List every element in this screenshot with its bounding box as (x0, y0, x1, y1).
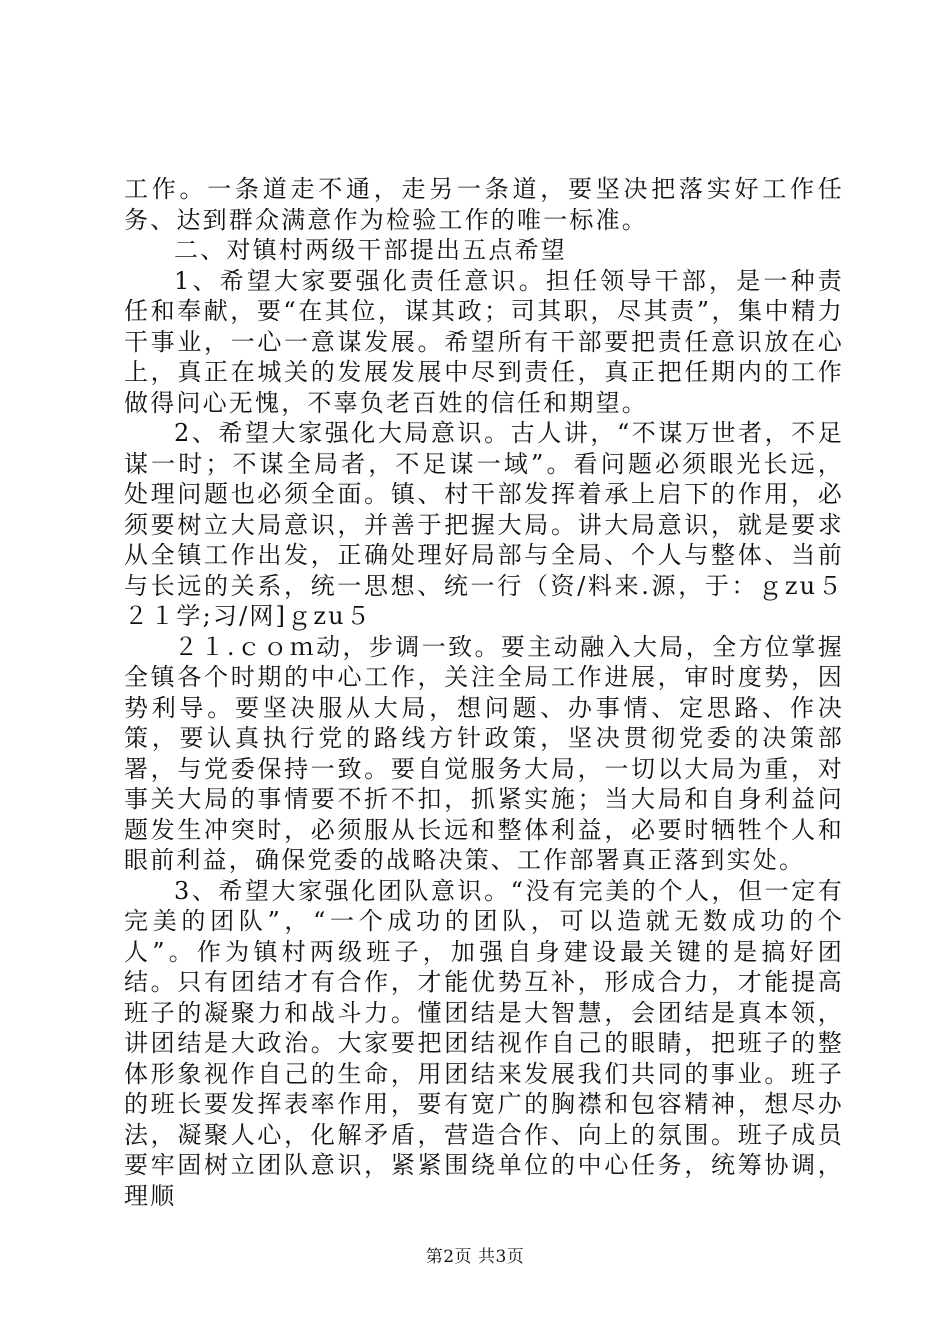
paragraph-continuation: 工作。一条道走不通，走另一条道，要坚决把落实好工作任务、达到群众满意作为检验工作的唯一标准。 (124, 175, 844, 234)
paragraph-responsibility: 1、希望大家要强化责任意识。担任领导干部，是一种责任和奉献，要“在其位，谋其政；司其职，尽其责”，集中精力干事业，一心一意谋发展。希望所有干部要把责任意识放在心上，真正在城关的发展发展中尽到责任，真正把任期内的工作做得问心无愧，不辜负老百姓的信任和期望。 (124, 266, 844, 417)
paragraph-overall-situation: 2、希望大家强化大局意识。古人讲，“不谋万世者，不足谋一时；不谋全局者，不足谋一域”。看问题必须眼光长远，处理问题也必须全面。镇、村干部发挥着承上启下的作用，必须要树立大局意识，并善于把握大局。讲大局意识，就是要求从全镇工作出发，正确处理好局部与全局、个人与整体、当前与长远的关系，统一思想、统一行（资/料来.源，于：ｇzu５２１学;习/网]ｇzu５ (124, 419, 844, 630)
document-body (124, 174, 844, 1211)
paragraph-teamwork: 3、希望大家强化团队意识。“没有完美的个人，但一定有完美的团队”，“一个成功的团队，可以造就无数成功的个人”。作为镇村两级班子，加强自身建设最关键的是搞好团结。只有团结才有合作，才能优势互补，形成合力，才能提高班子的凝聚力和战斗力。懂团结是大智慧，会团结是真本领，讲团结是大政治。大家要把团结视作自己的眼睛，把班子的整体形象视作自己的生命，用团结来发展我们共同的事业。班子的班长要发挥表率作用，要有宽广的胸襟和包容精神，想尽办法，凝聚人心，化解矛盾，营造合作、向上的氛围。班子成员要牢固树立团队意识，紧紧围绕单位的中心任务，统筹协调，理顺 (124, 876, 844, 1210)
page-number-footer: 第2页 共3页 (425, 1247, 525, 1267)
paragraph-overall-situation-cont: ２１.ｃｏｍ动，步调一致。要主动融入大局，全方位掌握全镇各个时期的中心工作，关注全局工作进展，审时度势，因势利导。要坚决服从大局，想问题、办事情、定思路、作决策，要认真执行党的路线方针政策，坚决贯彻党委的决策部署，与党委保持一致。要自觉服务大局，一切以大局为重，对事关大局的事情要不折不扣，抓紧实施；当大局和自身利益问题发生冲突时，必须服从长远和整体利益，必要时牺牲个人和眼前利益，确保党委的战略决策、工作部署真正落到实处。 (124, 632, 844, 874)
section-heading: 二、对镇村两级干部提出五点希望 (174, 236, 567, 264)
